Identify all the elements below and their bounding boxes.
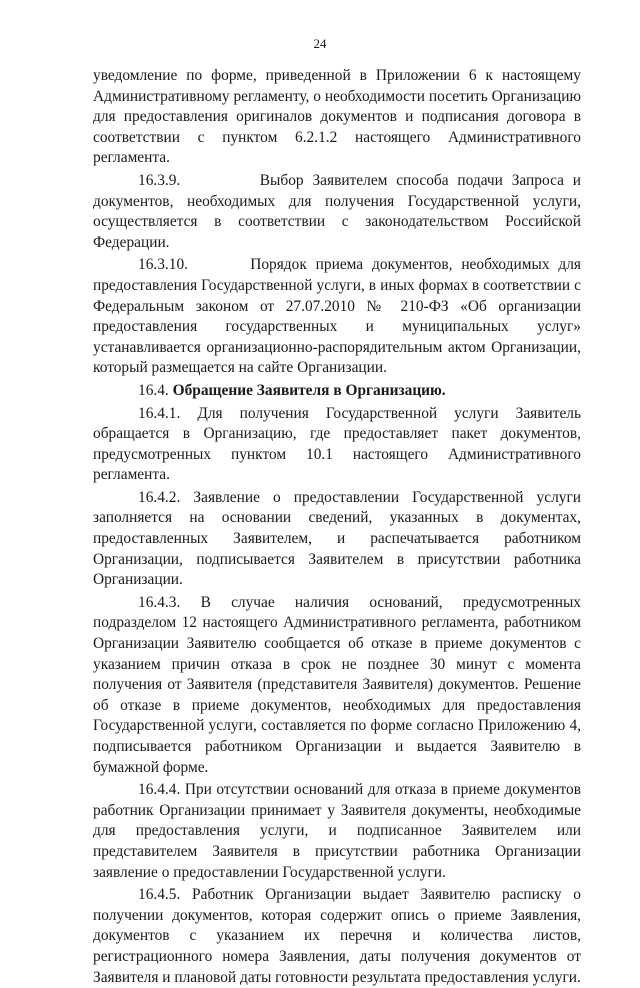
paragraph-number: 16.4.2.: [138, 488, 181, 506]
paragraph-16-4-1: [93, 404, 581, 486]
section-heading-16-4: [93, 381, 581, 402]
paragraph-number: 16.4.4.: [138, 781, 181, 799]
section-number: 16.4.: [138, 381, 169, 399]
section-heading: Обращение Заявителя в Организацию.: [172, 381, 446, 399]
paragraph-16-4-5: [93, 885, 581, 988]
paragraph-16-3-9: [93, 171, 581, 253]
paragraph-text: уведомление по форме, приведенной в Приложении 6 к настоящему Административному регламенту, о необходимости посетить Организацию для предоставления оригиналов документов и подписания договора в соответствии с пунктом 6.2.1.2 настоящего Административного регламента.: [93, 67, 581, 167]
paragraph-number: 16.4.5.: [138, 886, 181, 904]
paragraph-number: 16.3.9.: [138, 171, 181, 189]
paragraph-16-4-3: [93, 593, 581, 778]
paragraph-number: 16.4.3.: [138, 593, 181, 611]
paragraph-number: 16.3.10.: [138, 256, 189, 274]
paragraph-text: Для получения Государственной услуги Заявитель обращается в Организацию, где предоставляет пакет документов, предусмотренных пунктом 10.1 настоящего Административного регламента.: [93, 404, 581, 484]
paragraph-continuation: [93, 66, 581, 169]
paragraph-number: 16.4.1.: [138, 404, 181, 422]
paragraph-text: При отсутствии оснований для отказа в приеме документов работник Организации принимает у Заявителя документы, необходимые для предоставления услуги, и подписанное Заявителем или представителем Заявителя в присутствии работника Организации заявление о предоставлении Государственной услуги.: [93, 781, 581, 881]
paragraph-text: Работник Организации выдает Заявителю расписку о получении документов, которая содержит опись о приеме Заявления, документов с указанием их перечня и количества листов, регистрационного номера Заявления, даты получения документов от Заявителя и плановой даты готовности результата предоставления услуги.: [93, 886, 582, 986]
paragraph-16-3-10: [93, 255, 581, 379]
paragraph-16-4-4: [93, 780, 581, 883]
paragraph-16-4-2: [93, 488, 581, 591]
page-number: 24: [313, 36, 327, 51]
paragraph-text: В случае наличия оснований, предусмотренных подразделом 12 настоящего Административного регламента, работником Организации Заявителю сообщается об отказе в приеме документов с указанием причин отказа в срок не позднее 30 минут с момента получения от Заявителя (представителя Заявителя) документов. Решение об отказе в приеме документов, необходимых для предоставления Государственной услуги, составляется по форме согласно Приложению 4, подписывается работником Организации и выдается Заявителю в бумажной форме.: [93, 593, 581, 776]
paragraph-text: Выбор Заявителем способа подачи Запроса и документов, необходимых для получения Государственной услуги, осуществляется в соответствии с законодательством Российской Федерации.: [93, 171, 581, 251]
document-body: [93, 66, 581, 988]
paragraph-text: Заявление о предоставлении Государственной услуги заполняется на основании сведений, указанных в документах, предоставленных Заявителем, и распечатывается работником Организации, подписывается Заявителем в присутствии работника Организации.: [93, 488, 581, 589]
paragraph-text: Порядок приема документов, необходимых для предоставления Государственной услуги, в иных формах в соответствии с Федеральным законом от 27.07.2010 № 210-ФЗ «Об организации предоставления государственных и муниципальных услуг» устанавливается организационно-распорядительным актом Организации, который размещается на сайте Организации.: [93, 256, 581, 377]
